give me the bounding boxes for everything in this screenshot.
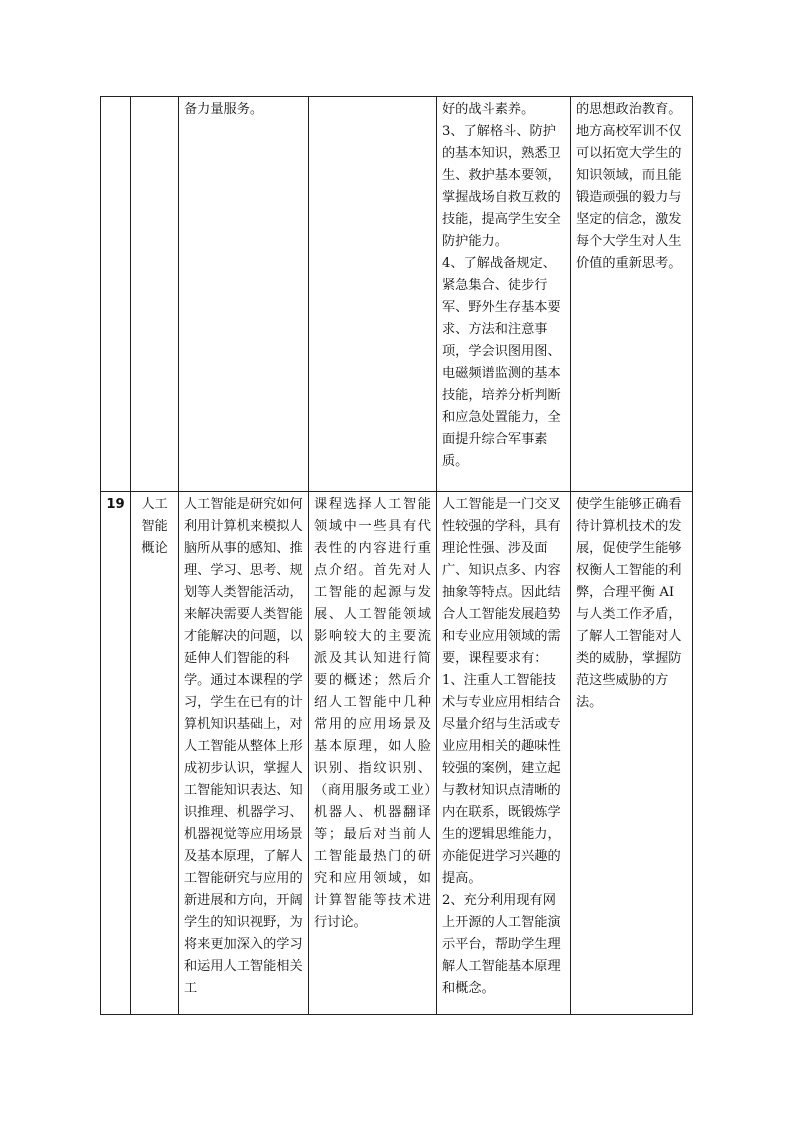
course-goals-cell: 的思想政治教育。地方高校军训不仅可以拓宽大学生的知识领域，而且能锻造顽强的毅力与坚定的信念，激发每个大学生对人生价值的重新思考。: [571, 97, 693, 492]
requirement-paragraph: 人工智能是一门交叉性较强的学科，具有理论性强、涉及面广、知识点多、内容抽象等特点。因此结合人工智能发展趋势和专业应用领域的需要，课程要求有：: [442, 497, 561, 666]
course-content-cell: 备力量服务。: [179, 97, 309, 492]
course-goals-cell: 使学生能够正确看待计算机技术的发展，促使学生能够权衡人工智能的利弊，合理平衡 AI 与人类工作矛盾，了解人工智能对人类的威胁，掌握防范这些威胁的方法。: [571, 492, 693, 1015]
table-row: [101, 492, 693, 1015]
course-requirements-cell: [437, 492, 571, 1015]
curriculum-table: [100, 96, 693, 1015]
requirement-paragraph: 1、注重人工智能技术与专业应用相结合尽量介绍与生活或专业应用相关的趣味性较强的案例，建立起与教材知识点清晰的内在联系，既锻炼学生的逻辑思维能力，亦能促进学习兴趣的提高。: [442, 673, 561, 886]
requirement-paragraph: 4、了解战备规定、紧急集合、徒步行军、野外生存基本要求、方法和注意事项，学会识图用图、电磁频谱监测的基本技能，培养分析判断和应急处置能力，全面提升综合军事素质。: [442, 256, 561, 469]
course-content-cell: 人工智能是研究如何利用计算机来模拟人脑所从事的感知、推理、学习、思考、规划等人类智能活动，来解决需要人类智能才能解决的问题，以延伸人们智能的科学。通过本课程的学习，学生在已有的计算机知识基础上，对人工智能从整体上形成初步认识，掌握人工智能知识表达、知识推理、机器学习、机器视觉等应用场景及基本原理，了解人工智能研究与应用的新进展和方向，开阔学生的知识视野，为将来更加深入的学习和运用人工智能相关工: [179, 492, 309, 1015]
course-requirements-cell: [437, 97, 571, 492]
course-name-cell: 人工智能概论: [131, 492, 179, 1015]
teaching-method-cell: [309, 97, 437, 492]
row-number-cell: 19: [101, 492, 131, 1015]
table-row: [101, 97, 693, 492]
requirement-paragraph: 2、充分利用现有网上开源的人工智能演示平台，帮助学生理解人工智能基本原理和概念。: [442, 893, 561, 996]
requirement-paragraph: 好的战斗素养。: [442, 102, 535, 117]
requirement-paragraph: 3、了解格斗、防护的基本知识，熟悉卫生、救护基本要领，掌握战场自救互救的技能，提高学生安全防护能力。: [442, 124, 561, 249]
course-name-cell: [131, 97, 179, 492]
teaching-method-cell: 课程选择人工智能领域中一些具有代表性的内容进行重点介绍。首先对人工智能的起源与发展、人工智能领域影响较大的主要流派及其认知进行简要的概述；然后介绍人工智能中几种常用的应用场景及基本原理，如人脸识别、指纹识别、（商用服务或工业）机器人、机器翻译等；最后对当前人工智能最热门的研究和应用领域，如计算智能等技术进行讨论。: [309, 492, 437, 1015]
row-number-cell: [101, 97, 131, 492]
